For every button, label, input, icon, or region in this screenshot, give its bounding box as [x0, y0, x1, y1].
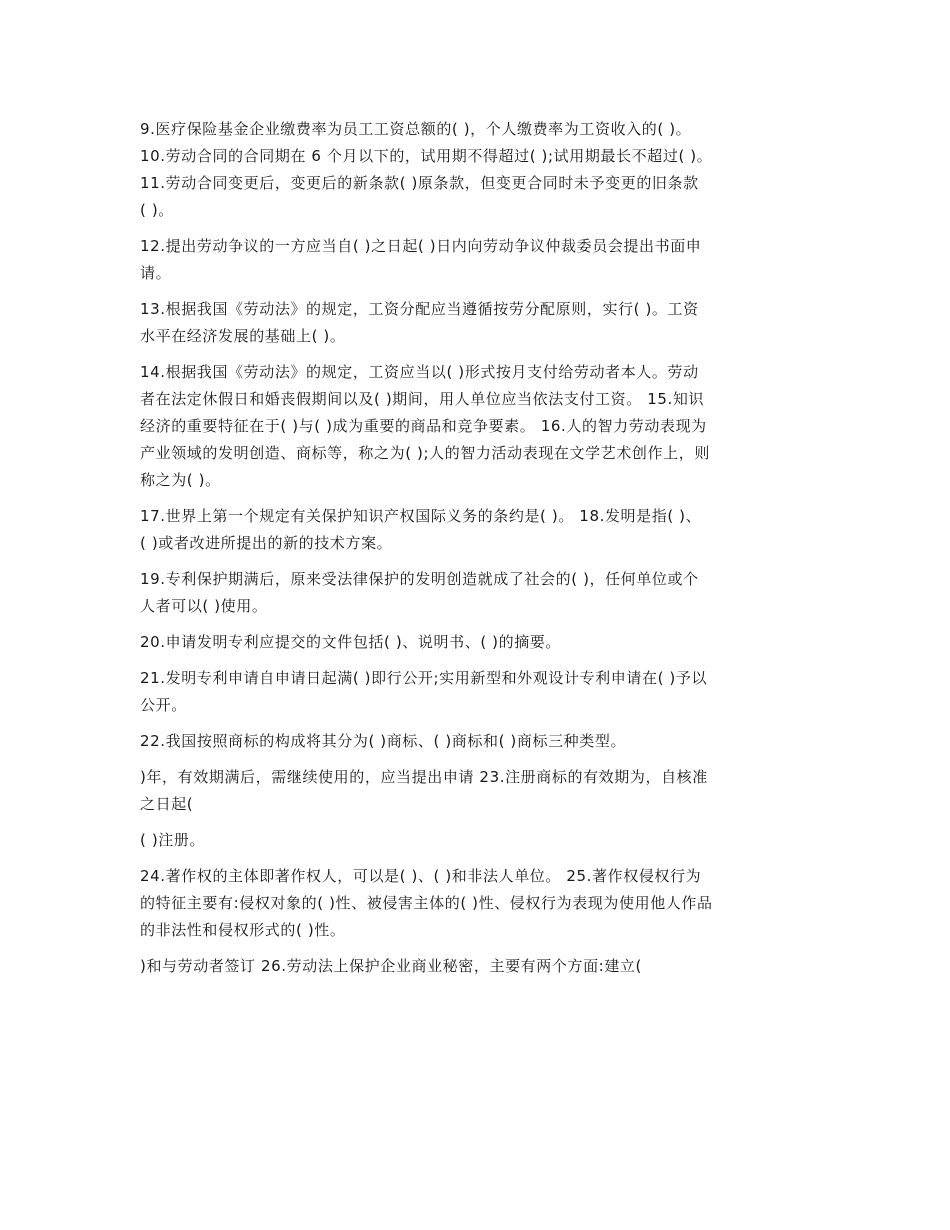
- text-line: 请。: [140, 264, 172, 282]
- text-line: 的特征主要有:侵权对象的( )性、被侵害主体的( )性、侵权行为表现为使用他人作品: [140, 894, 713, 912]
- text-line: 的非法性和侵权形式的( )性。: [140, 921, 346, 939]
- text-line: )年，有效期满后，需继续使用的，应当提出申请 23.注册商标的有效期为，自核准: [140, 768, 708, 786]
- document-body: [140, 116, 815, 989]
- question-paragraph-q19: [140, 566, 815, 620]
- question-paragraph-q17-q18: [140, 503, 815, 557]
- text-line: 人者可以( )使用。: [140, 597, 268, 615]
- text-line: 公开。: [140, 696, 187, 714]
- text-line: 19.专利保护期满后，原来受法律保护的发明创造就成了社会的( )，任何单位或个: [140, 570, 699, 588]
- text-line: ( )或者改进所提出的新的技术方案。: [140, 534, 393, 552]
- text-line: 12.提出劳动争议的一方应当自( )之日起( )日内向劳动争议仲裁委员会提出书面申: [140, 237, 702, 255]
- question-paragraph-q12: [140, 233, 815, 287]
- text-line: 经济的重要特征在于( )与( )成为重要的商品和竞争要素。 16.人的智力劳动表现为: [140, 417, 707, 435]
- text-line: 者在法定休假日和婚丧假期间以及( )期间，用人单位应当依法支付工资。 15.知识: [140, 390, 705, 408]
- text-line: 20.申请发明专利应提交的文件包括( )、说明书、( )的摘要。: [140, 633, 562, 651]
- question-paragraph-q22: [140, 728, 815, 755]
- question-paragraph-q14-q16: [140, 359, 815, 494]
- text-line: 24.著作权的主体即著作权人，可以是( )、( )和非法人单位。 25.著作权侵权行为: [140, 867, 702, 885]
- text-line: 水平在经济发展的基础上( )。: [140, 327, 346, 345]
- question-paragraph-q9-q11: [140, 116, 815, 224]
- question-paragraph-q21: [140, 665, 815, 719]
- text-line: 产业领域的发明创造、商标等，称之为( );人的智力活动表现在文学艺术创作上，则: [140, 444, 710, 462]
- text-line: )和与劳动者签订 26.劳动法上保护企业商业秘密，主要有两个方面:建立(: [140, 957, 642, 975]
- text-line: 称之为( )。: [140, 471, 221, 489]
- question-paragraph-q23-cont: [140, 827, 815, 854]
- text-line: 10.劳动合同的合同期在 6 个月以下的，试用期不得超过( );试用期最长不超过( )。: [140, 147, 713, 165]
- text-line: 9.医疗保险基金企业缴费率为员工工资总额的( )，个人缴费率为工资收入的( )。: [140, 120, 692, 138]
- text-line: ( )注册。: [140, 831, 206, 849]
- question-paragraph-q24-q25: [140, 863, 815, 944]
- text-line: 13.根据我国《劳动法》的规定，工资分配应当遵循按劳分配原则，实行( )。工资: [140, 300, 699, 318]
- question-paragraph-q23: [140, 764, 815, 818]
- text-line: 11.劳动合同变更后，变更后的新条款( )原条款，但变更合同时未予变更的旧条款: [140, 174, 699, 192]
- text-line: 17.世界上第一个规定有关保护知识产权国际义务的条约是( )。 18.发明是指( )、: [140, 507, 702, 525]
- text-line: 21.发明专利申请自申请日起满( )即行公开;实用新型和外观设计专利申请在( )予以: [140, 669, 708, 687]
- question-paragraph-q26: [140, 953, 815, 980]
- text-line: 22.我国按照商标的构成将其分为( )商标、( )商标和( )商标三种类型。: [140, 732, 627, 750]
- text-line: 之日起(: [140, 795, 194, 813]
- question-paragraph-q20: [140, 629, 815, 656]
- text-line: ( )。: [140, 201, 174, 219]
- question-paragraph-q13: [140, 296, 815, 350]
- text-line: 14.根据我国《劳动法》的规定，工资应当以( )形式按月支付给劳动者本人。劳动: [140, 363, 699, 381]
